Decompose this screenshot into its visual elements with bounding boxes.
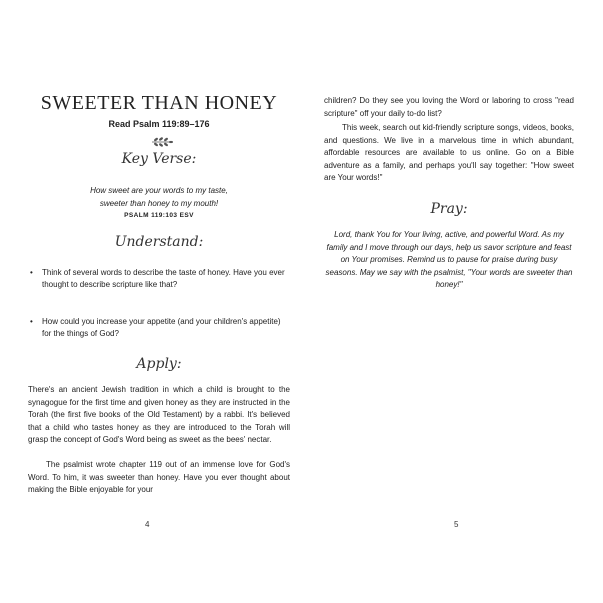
- bullet-item: [28, 267, 290, 291]
- bullet-icon: •: [30, 317, 33, 326]
- right-page: [324, 78, 574, 603]
- pray-heading: Pray:: [430, 201, 468, 217]
- continued-paragraph: children? Do they see you loving the Word or laboring to cross "read scripture" off your daily to-do list?: [324, 96, 574, 118]
- left-page: [28, 78, 290, 603]
- page-number: 4: [145, 520, 150, 529]
- key-verse-heading: Key Verse:: [121, 151, 197, 167]
- bullet-item: [28, 316, 290, 340]
- bullet-icon: •: [30, 268, 33, 277]
- page-number: 5: [454, 520, 459, 529]
- bullet-text: How could you increase your appetite (and your children's appetite) for the things of God?: [42, 317, 281, 338]
- key-verse-reference: PSALM 119:103 ESV: [124, 212, 194, 219]
- reading-reference: Read Psalm 119:89–176: [108, 119, 210, 129]
- key-verse-line-2: sweeter than honey to my mouth!: [99, 199, 219, 208]
- prayer-text: Lord, thank You for Your living, active, and powerful Word. As my family and I move through our days, help us savor scripture and feast on Your promises. Remind us to pause for praise during busy seasons. May we say with the psalmist, "Your words are sweeter than honey!": [325, 230, 573, 289]
- leaf-sprig-icon: [151, 134, 173, 150]
- apply-heading: Apply:: [136, 356, 182, 372]
- understand-heading: Understand:: [114, 234, 204, 250]
- key-verse-line-1: How sweet are your words to my taste,: [90, 186, 228, 195]
- apply-paragraph-2: The psalmist wrote chapter 119 out of an immense love for God's Word. To him, it was sweeter than honey. Have you ever thought about making the Bible enjoyable for your: [28, 460, 290, 494]
- page-title: SWEETER THAN HONEY: [40, 92, 278, 114]
- week-paragraph: This week, search out kid-friendly scripture songs, videos, books, and questions. We live in a marvelous time in which abundant, affordable resources are available to us online. Go on a Bible adventure as a family, and perhaps you'll say together: "How sweet are Your words!": [324, 123, 574, 182]
- bullet-text: Think of several words to describe the taste of honey. Have you ever thought to describe scripture like that?: [42, 268, 285, 289]
- apply-paragraph-1: There's an ancient Jewish tradition in which a child is brought to the synagogue for the first time and given honey as they are instructed in the Torah (the first five books of the Old Testament) by a rabbi. It's believed that a child who tastes honey as they are introduced to the Torah will grasp the concept of God's Word being as sweet as the bees' nectar.: [28, 385, 290, 444]
